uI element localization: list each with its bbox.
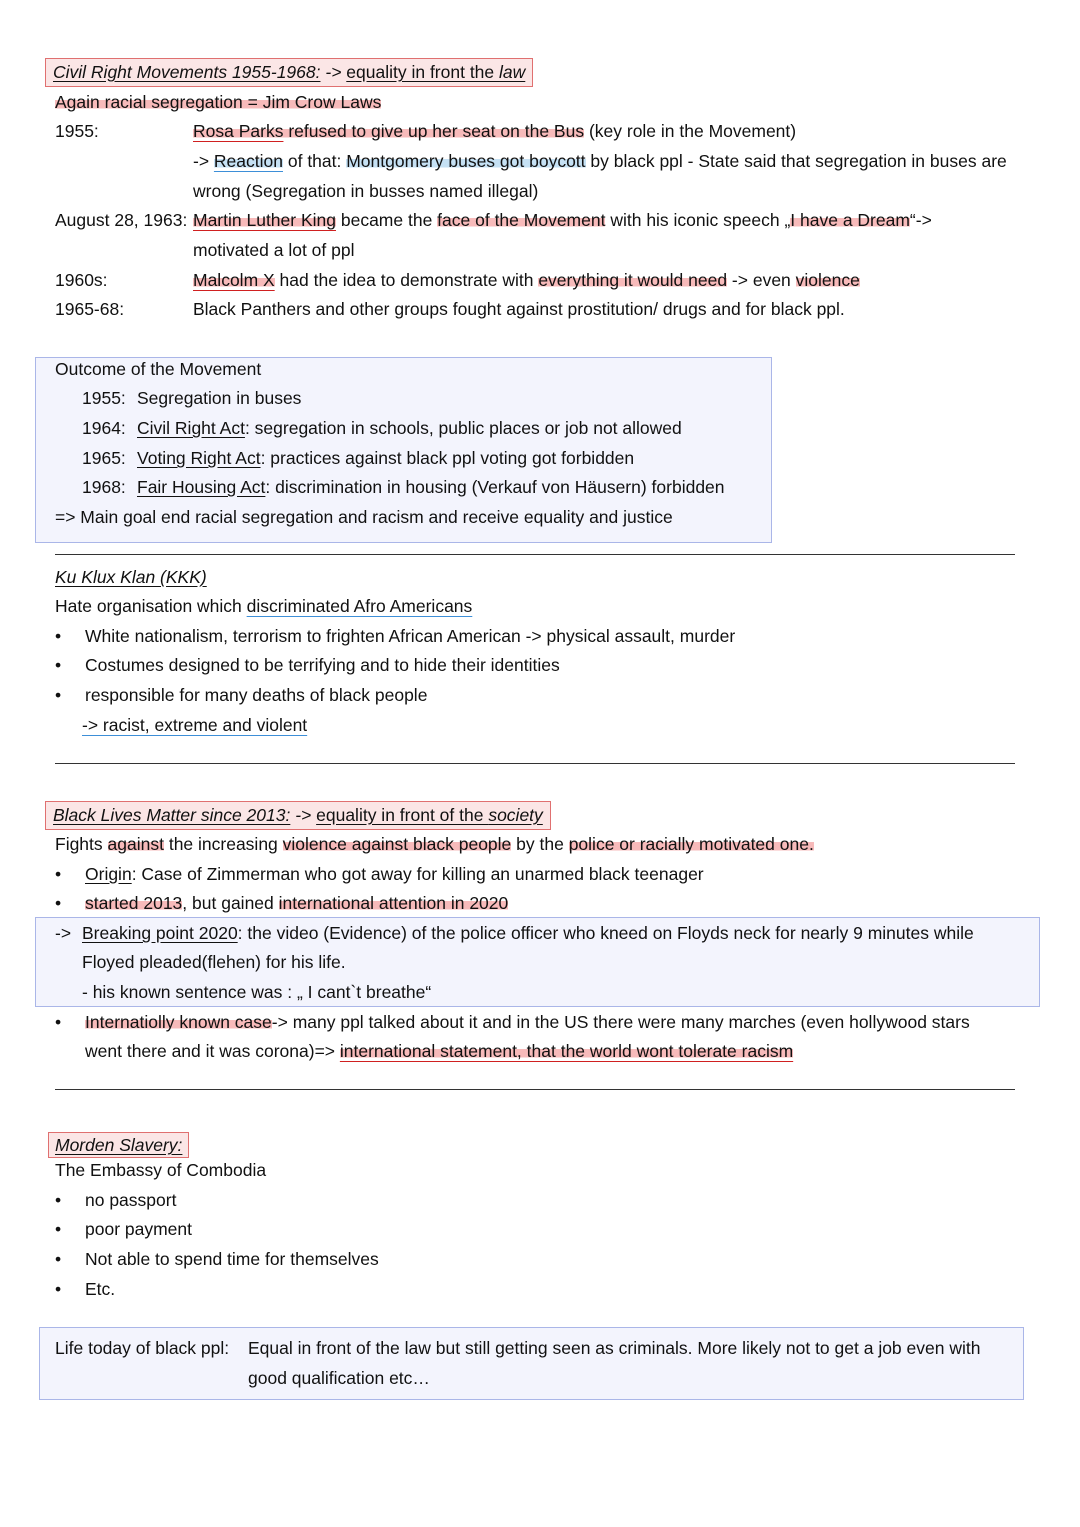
- slavery-bullet: poor payment: [85, 1219, 193, 1239]
- blm-started: started 2013, but gained international attention in 2020: [85, 893, 509, 913]
- bullet-icon: •: [55, 685, 62, 705]
- civil-rights-intro: Again racial segregation = Jim Crow Laws: [55, 92, 382, 112]
- blm-intl-line: Internatiolly known case-> many ppl talked about it and in the US there were many marches (even hollywood stars: [85, 1012, 970, 1032]
- bullet-icon: •: [55, 1219, 62, 1239]
- outcome-title: Outcome of the Movement: [55, 359, 262, 379]
- mlk-line: Martin Luther King became the face of the Movement with his iconic speech „I have a Dream“->: [193, 210, 932, 230]
- kkk-bullet: responsible for many deaths of black people: [85, 685, 428, 705]
- date-1965-68: 1965-68:: [55, 299, 125, 319]
- mlk-line-2: motivated a lot of ppl: [193, 240, 355, 260]
- breaking-point-quote: - his known sentence was : „ I cant`t breathe“: [82, 982, 432, 1002]
- divider: [55, 1089, 1015, 1090]
- divider: [55, 763, 1015, 764]
- bullet-icon: •: [55, 655, 62, 675]
- outcome-text: Voting Right Act: practices against black ppl voting got forbidden: [137, 448, 635, 468]
- blm-title: Black Lives Matter since 2013: -> equality in front of the society: [45, 801, 551, 831]
- kkk-summary: -> racist, extreme and violent: [82, 715, 308, 735]
- bullet-icon: •: [55, 1249, 62, 1269]
- slavery-title: Morden Slavery:: [48, 1131, 189, 1161]
- breaking-point-line-2: Floyed pleaded(flehen) for his life.: [82, 952, 346, 972]
- civil-rights-title: Civil Right Movements 1955-1968: -> equality in front the law: [45, 58, 533, 88]
- outcome-text: Segregation in buses: [137, 388, 302, 408]
- slavery-bullet: Etc.: [85, 1279, 116, 1299]
- bullet-icon: •: [55, 893, 62, 913]
- kkk-intro: Hate organisation which discriminated Afro Americans: [55, 596, 473, 616]
- bullet-icon: •: [55, 626, 62, 646]
- date-1960s: 1960s:: [55, 270, 108, 290]
- outcome-year: 1968:: [82, 477, 126, 497]
- reaction-line-2: wrong (Segregation in busses named illegal): [193, 181, 539, 201]
- fair-housing-act: Fair Housing Act: [137, 477, 266, 497]
- slavery-intro: The Embassy of Combodia: [55, 1160, 267, 1180]
- outcome-text: Fair Housing Act: discrimination in housing (Verkauf von Häusern) forbidden: [137, 477, 725, 497]
- date-1963: August 28, 1963:: [55, 210, 188, 230]
- breaking-point-line: Breaking point 2020: the video (Evidence) of the police officer who kneed on Floyds neck for nearly 9 minutes while: [82, 923, 974, 943]
- arrow-icon: ->: [55, 923, 72, 943]
- malcolm-x-line: Malcolm X had the idea to demonstrate with everything it would need -> even violence: [193, 270, 860, 290]
- blm-intl-line-2: went there and it was corona)=> international statement, that the world wont tolerate racism: [85, 1041, 794, 1061]
- blm-origin: Origin: Case of Zimmerman who got away for killing an unarmed black teenager: [85, 864, 704, 884]
- bullet-icon: •: [55, 1279, 62, 1299]
- kkk-bullet: White nationalism, terrorism to frighten African American -> physical assault, murder: [85, 626, 736, 646]
- civil-right-act: Civil Right Act: [137, 418, 245, 438]
- divider: [55, 554, 1015, 555]
- kkk-bullet: Costumes designed to be terrifying and to hide their identities: [85, 655, 560, 675]
- reaction-line: -> Reaction of that: Montgomery buses got boycott by black ppl - State said that segregation in buses are: [193, 151, 1007, 171]
- kkk-title: Ku Klux Klan (KKK): [55, 567, 207, 587]
- outcome-text: Civil Right Act: segregation in schools, public places or job not allowed: [137, 418, 682, 438]
- bullet-icon: •: [55, 864, 62, 884]
- slavery-bullet: no passport: [85, 1190, 177, 1210]
- date-1955: 1955:: [55, 121, 99, 141]
- life-today-label: Life today of black ppl:: [55, 1338, 230, 1358]
- voting-right-act: Voting Right Act: [137, 448, 261, 468]
- outcome-year: 1965:: [82, 448, 126, 468]
- outcome-year: 1955:: [82, 388, 126, 408]
- black-panthers-line: Black Panthers and other groups fought against prostitution/ drugs and for black ppl.: [193, 299, 845, 319]
- life-today-text-2: good qualification etc…: [248, 1368, 430, 1388]
- life-today-text: Equal in front of the law but still getting seen as criminals. More likely not to get a job even with: [248, 1338, 981, 1358]
- bullet-icon: •: [55, 1190, 62, 1210]
- outcome-year: 1964:: [82, 418, 126, 438]
- outcome-conclusion: => Main goal end racial segregation and racism and receive equality and justice: [55, 507, 673, 527]
- blm-intro: Fights against the increasing violence against black people by the police or racially motivated one.: [55, 834, 814, 854]
- rosa-parks-line: Rosa Parks refused to give up her seat on the Bus (key role in the Movement): [193, 121, 797, 141]
- bullet-icon: •: [55, 1012, 62, 1032]
- slavery-bullet: Not able to spend time for themselves: [85, 1249, 379, 1269]
- civil-rights-title-text: Civil Right Movements 1955-1968:: [53, 62, 321, 82]
